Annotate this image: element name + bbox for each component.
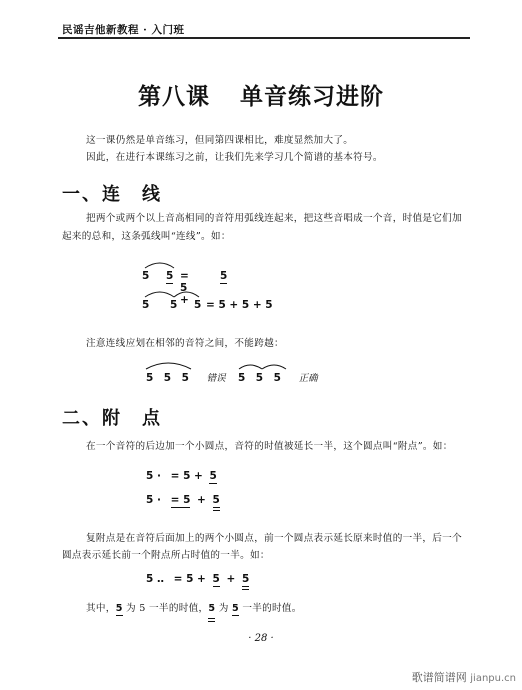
text: 为 [218, 603, 229, 614]
plus-sign: + [226, 573, 236, 585]
tie-note: 注意连线应划在相邻的音符之间，不能跨越： [86, 338, 284, 349]
book-title: 民谣吉他新教程 · 入门班 [62, 24, 185, 36]
tie-para-line-1: 把两个或两个以上音高相同的音符用弧线连起来，把这些音唱成一个音，时值是它们加 [86, 213, 462, 224]
tie-arc-right [239, 365, 262, 369]
note-underlined: 5 [232, 603, 239, 614]
equation: = 5 + 5 + 5 [206, 299, 273, 311]
text: 其中， [86, 603, 116, 614]
notes: 5 5 5 [238, 372, 281, 384]
section-heading-dot: 二、附 点 [62, 408, 162, 429]
double-dot-para-line-2: 圆点表示延长前一个附点所占时值的一半。如： [62, 550, 270, 561]
watermark [412, 669, 516, 685]
equation-underlined: = 5 [170, 494, 191, 506]
note-double-underlined: 5 [208, 600, 215, 619]
tie-wrong-example [146, 370, 226, 385]
tie-arc-right [262, 365, 286, 369]
note: 5 [170, 299, 178, 311]
note-double-underlined: 5 [212, 494, 220, 506]
double-dot-example [146, 573, 249, 587]
dot-example-1 [146, 470, 217, 482]
note: 5 [142, 299, 150, 311]
tie-arc [174, 292, 199, 297]
note-underlined: 5 [209, 470, 217, 482]
watermark-site: jianpu.cn [470, 673, 516, 684]
tie-arc [145, 292, 174, 297]
wrong-label: 错误 [206, 373, 226, 384]
intro-line-1: 这一课仍然是单音练习，但同第四课相比，难度显然加大了。 [86, 135, 354, 146]
note: 5 [142, 270, 150, 282]
lesson-name: 单音练习进阶 [240, 84, 384, 110]
dotted-note: 5 · [146, 470, 161, 482]
right-label: 正确 [298, 373, 318, 384]
equation: = 5 + [173, 573, 206, 585]
note-underlined: 5 [212, 573, 220, 585]
lesson-number: 第八课 [138, 84, 210, 110]
text: 为 5 一半的时值， [126, 603, 209, 614]
explanation-line [86, 600, 302, 619]
text: 一半的时值。 [242, 603, 302, 614]
note-underlined: 5 [115, 603, 123, 614]
double-dotted-note: 5 ‥ [146, 573, 164, 585]
note-double-underlined: 5 [241, 573, 250, 585]
dot-example-2 [146, 494, 220, 508]
dot-para: 在一个音符的后边加一个小圆点，音符的时值被延长一半，这个圆点叫“附点”。如： [86, 441, 453, 452]
equation: = 5 + [180, 270, 189, 306]
section-heading-tie: 一、连 线 [62, 184, 162, 205]
tie-right-example [238, 370, 318, 385]
equation: = 5 + [170, 470, 203, 482]
note: 5 [194, 299, 202, 311]
notes: 5 5 5 [146, 372, 189, 384]
intro-line-2: 因此，在进行本课练习之前，让我们先来学习几个简谱的基本符号。 [86, 152, 383, 163]
double-dot-para-line-1: 复附点是在音符后面加上的两个小圆点，前一个圆点表示延长原来时值的一半，后一个 [86, 533, 462, 544]
dotted-note: 5 · [146, 494, 161, 506]
tie-arc [145, 263, 174, 268]
page-number: · 28 · [248, 633, 274, 644]
plus-sign: + [197, 494, 206, 506]
note-underlined: 5 [220, 270, 228, 282]
note-underlined: 5 [166, 270, 174, 282]
watermark-cn: 歌谱简谱网 [411, 671, 467, 684]
tie-para-line-2: 起来的总和，这条弧线叫“连线”。如： [62, 231, 231, 242]
tie-arc-wrong [146, 363, 191, 369]
